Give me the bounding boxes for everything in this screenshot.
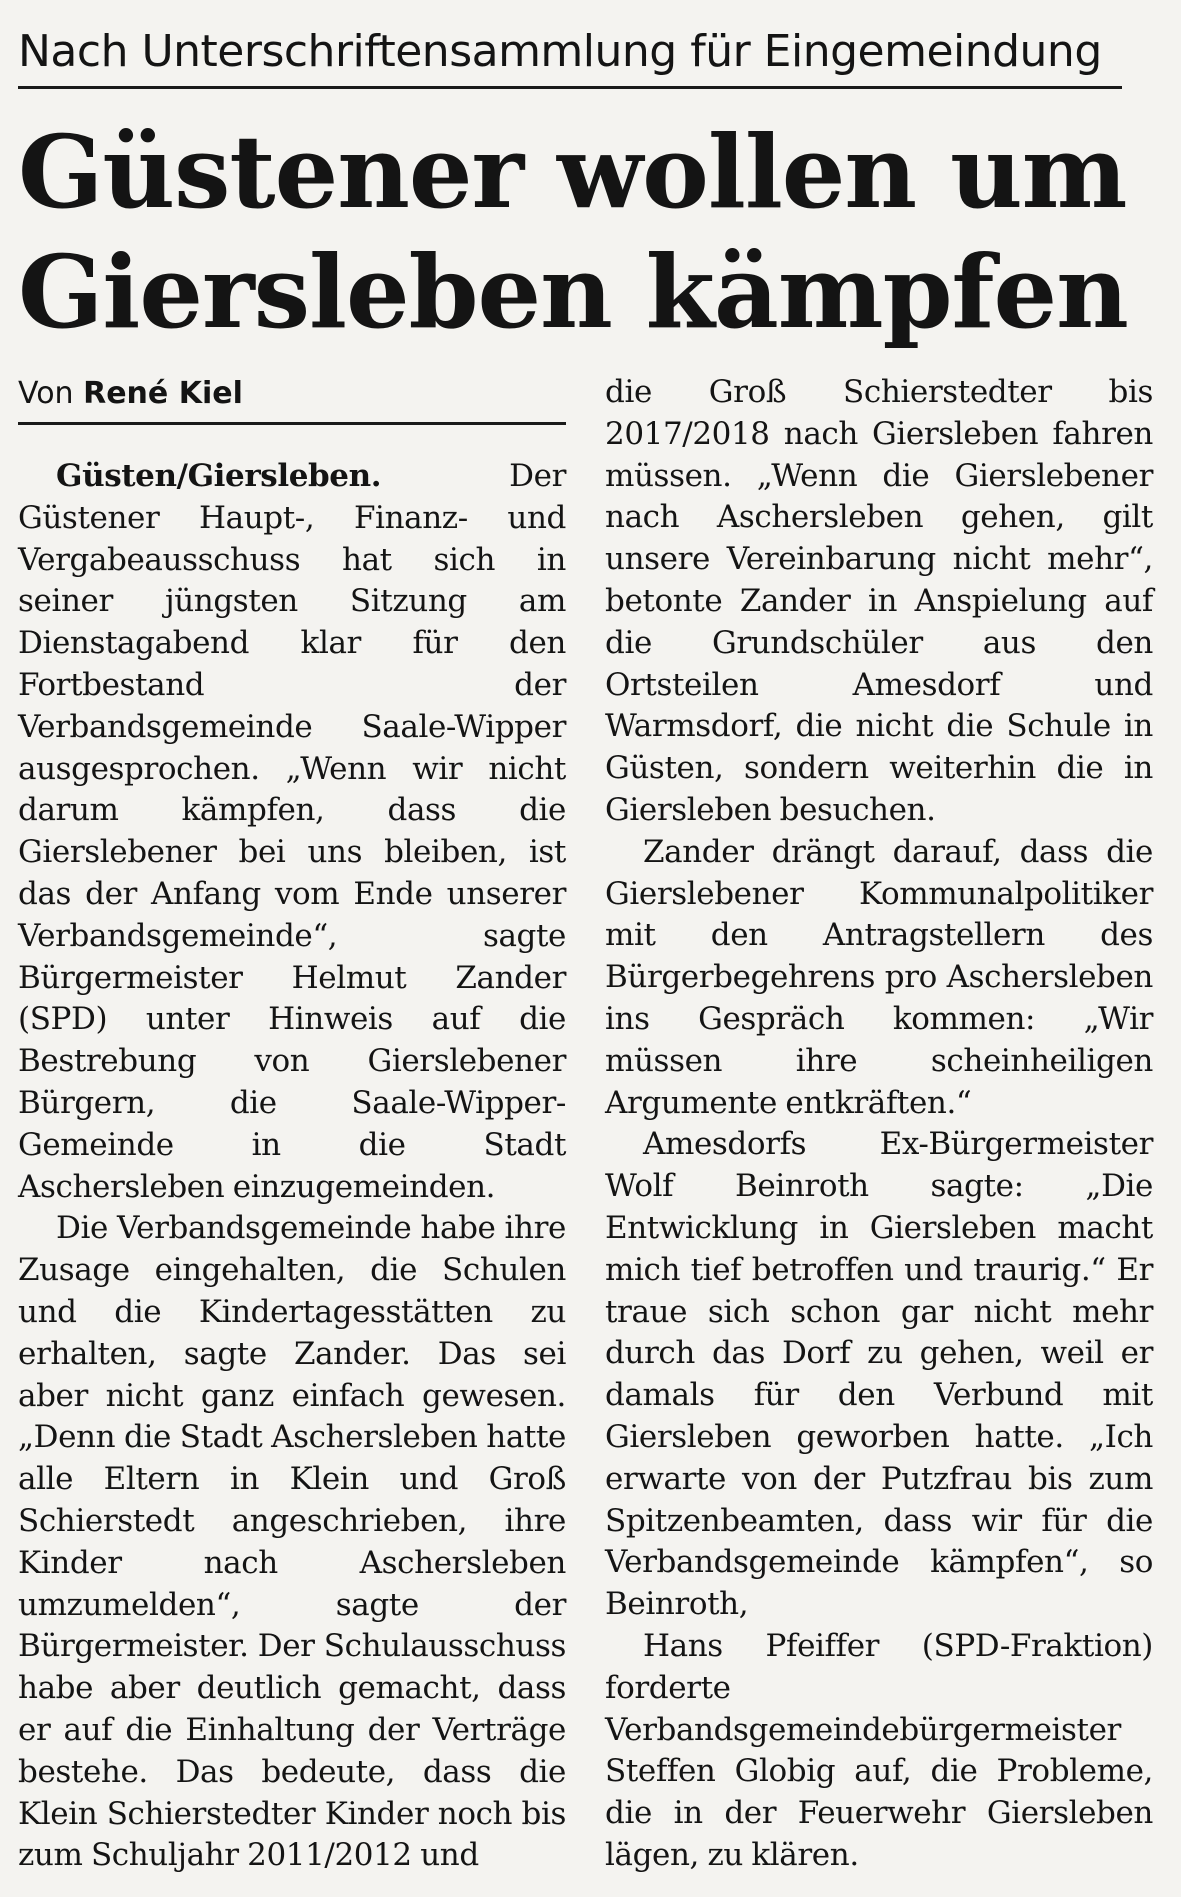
article-column-right bbox=[605, 372, 1153, 1877]
paragraph: Die Verbandsgemeinde habe ihre Zusage eingehalten, die Schulen und die Kindertagesstätten zu erhalten, sagte Zander. Das sei aber nicht ganz einfach gewesen. „Denn die Stadt Aschersleben hatte alle Eltern in Klein und Groß Schierstedt angeschrieben, ihre Kinder nach Aschersleben umzumelden“, sagte der Bürgermeister. Der Schulausschuss habe aber deutlich gemacht, dass er auf die Einhaltung der Verträge bestehe. Das bedeute, dass die Klein Schierstedter Kinder noch bis zum Schuljahr 2011/2012 und bbox=[18, 1210, 566, 1874]
article-kicker: Nach Unterschriftensammlung für Eingemeindung bbox=[18, 26, 1102, 77]
paragraph: Zander drängt darauf, dass die Gierslebener Kommunalpolitiker mit den Antragstellern des Bürgerbegehrens pro Aschersleben ins Gespräch kommen: „Wir müssen ihre scheinheiligen Argumente entkräften.“ bbox=[605, 833, 1153, 1121]
byline-author: René Kiel bbox=[83, 376, 243, 411]
paragraph-text: Der Güstener Haupt-, Finanz- und Vergabeausschuss hat sich in seiner jüngsten Sitzung am Dienstagabend klar für den Fortbestand der Verbandsgemeinde Saale-Wipper ausgesprochen. „Wenn wir nicht darum kämpfen, dass die Gierslebener bei uns bleiben, ist das der Anfang vom Ende unserer Verbandsgemeinde“, sagte Bürgermeister Helmut Zander (SPD) unter Hinweis auf die Bestrebung von Gierslebener Bürgern, die Saale-Wipper-Gemeinde in die Stadt Aschersleben einzugemeinden. bbox=[18, 458, 566, 1205]
byline-rule bbox=[18, 422, 566, 425]
article-column-left bbox=[18, 456, 566, 1877]
headline-line-1: Güstener wollen um bbox=[18, 113, 1127, 231]
paragraph: Amesdorfs Ex-Bürgermeister Wolf Beinroth sagte: „Die Entwicklung in Giersleben macht mich tief betroffen und traurig.“ Er traue sich schon gar nicht mehr durch das Dorf zu gehen, weil er damals für den Verbund mit Giersleben geworben hatte. „Ich erwarte von der Putzfrau bis zum Spitzenbeamten, dass wir für die Verbandsgemeinde kämpfen“, so Beinroth, bbox=[605, 1126, 1153, 1623]
paragraph: die Groß Schierstedter bis 2017/2018 nach Giersleben fahren müssen. „Wenn die Gierslebener nach Aschersleben gehen, gilt unsere Vereinbarung nicht mehr“, betonte Zander in Anspielung auf die Grundschüler aus den Ortsteilen Amesdorf und Warmsdorf, die nicht die Schule in Güsten, sondern weiterhin die in Giersleben besuchen. bbox=[605, 374, 1153, 828]
dateline: Güsten/Giersleben. bbox=[56, 458, 382, 494]
byline-prefix: Von bbox=[18, 376, 74, 411]
paragraph bbox=[18, 456, 566, 1208]
article-headline bbox=[18, 112, 1138, 352]
paragraph: Hans Pfeiffer (SPD-Fraktion) forderte Verbandsgemeindebürgermeister Steffen Globig auf, die Probleme, die in der Feuerwehr Giersleben lägen, zu klären. bbox=[605, 1627, 1153, 1873]
kicker-rule bbox=[18, 86, 1122, 89]
headline-line-2: Giersleben kämpfen bbox=[18, 233, 1128, 351]
byline bbox=[18, 372, 563, 416]
